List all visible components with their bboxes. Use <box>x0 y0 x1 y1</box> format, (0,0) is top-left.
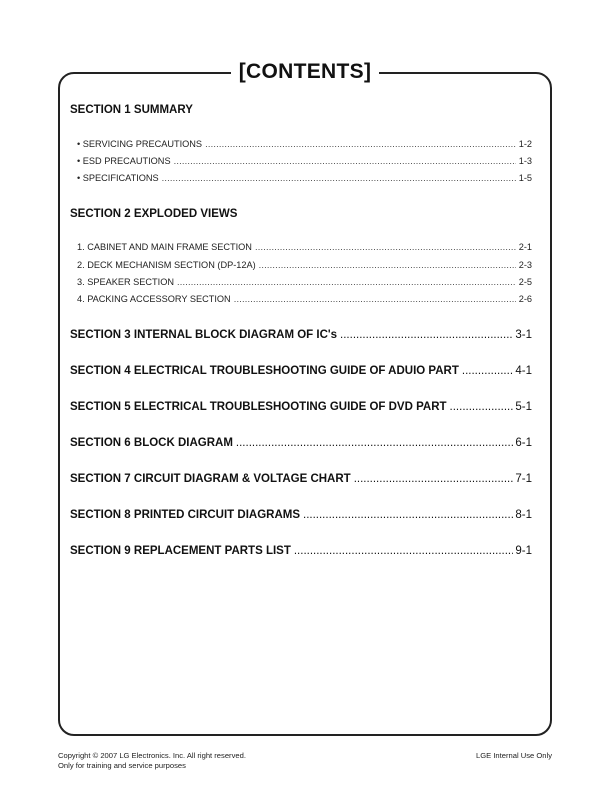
toc-section-6[interactable] <box>70 437 532 449</box>
toc-section-label: SECTION 6 BLOCK DIAGRAM <box>70 437 233 449</box>
toc-item[interactable] <box>77 294 532 304</box>
leader-dots <box>340 329 513 341</box>
toc-item[interactable] <box>77 156 532 166</box>
leader-dots <box>177 277 516 287</box>
toc-section-9[interactable] <box>70 545 532 557</box>
toc-item-label: 1. CABINET AND MAIN FRAME SECTION <box>77 242 252 252</box>
toc-section-page: 8-1 <box>515 509 532 521</box>
leader-dots <box>259 260 516 270</box>
leader-dots <box>450 401 514 413</box>
purpose-text: Only for training and service purposes <box>58 761 186 770</box>
toc-item-page: 1-2 <box>518 139 532 149</box>
footer-right <box>476 751 552 761</box>
toc-section-label: SECTION 3 INTERNAL BLOCK DIAGRAM OF IC's <box>70 329 338 341</box>
toc-section-page: 5-1 <box>515 401 532 413</box>
toc-item[interactable] <box>77 139 532 149</box>
toc-item-page: 2-3 <box>518 260 532 270</box>
toc-item[interactable] <box>77 173 532 183</box>
toc-section-label: SECTION 7 CIRCUIT DIAGRAM & VOLTAGE CHART <box>70 473 351 485</box>
section2-heading: SECTION 2 EXPLODED VIEWS <box>70 208 238 220</box>
toc-item-label: 3. SPEAKER SECTION <box>77 277 175 287</box>
toc-section-5[interactable] <box>70 401 532 413</box>
leader-dots <box>174 156 516 166</box>
leader-dots <box>236 437 513 449</box>
page-title: [CONTENTS] <box>231 58 380 86</box>
leader-dots <box>303 509 513 521</box>
toc-section-page: 9-1 <box>515 545 532 557</box>
toc-section-page: 6-1 <box>515 437 532 449</box>
toc-section-4[interactable] <box>70 365 532 377</box>
toc-item[interactable] <box>77 277 532 287</box>
leader-dots <box>255 242 516 252</box>
leader-dots <box>205 139 516 149</box>
toc-item-page: 2-5 <box>518 277 532 287</box>
toc-section-8[interactable] <box>70 509 532 521</box>
toc-item-page: 1-3 <box>518 156 532 166</box>
section1-heading: SECTION 1 SUMMARY <box>70 104 193 116</box>
footer-left <box>58 751 246 771</box>
toc-section-page: 7-1 <box>515 473 532 485</box>
leader-dots <box>162 173 516 183</box>
toc-item-label: • SERVICING PRECAUTIONS <box>77 139 203 149</box>
toc-item-label: • SPECIFICATIONS <box>77 173 159 183</box>
toc-item[interactable] <box>77 242 532 252</box>
leader-dots <box>462 365 513 377</box>
toc-item-page: 1-5 <box>518 173 532 183</box>
toc-section-label: SECTION 4 ELECTRICAL TROUBLESHOOTING GUIDE OF ADUIO PART <box>70 365 459 377</box>
internal-use-text: LGE Internal Use Only <box>476 751 552 760</box>
toc-item-page: 2-6 <box>518 294 532 304</box>
toc-item-label: 2. DECK MECHANISM SECTION (DP-12A) <box>77 260 256 270</box>
toc-item-label: • ESD PRECAUTIONS <box>77 156 171 166</box>
leader-dots <box>234 294 516 304</box>
toc-item-label: 4. PACKING ACCESSORY SECTION <box>77 294 231 304</box>
leader-dots <box>354 473 514 485</box>
toc-item[interactable] <box>77 260 532 270</box>
title-wrap <box>0 58 610 86</box>
toc-section-7[interactable] <box>70 473 532 485</box>
leader-dots <box>294 545 514 557</box>
toc-item-page: 2-1 <box>518 242 532 252</box>
toc-section-page: 4-1 <box>515 365 532 377</box>
toc-section-3[interactable] <box>70 329 532 341</box>
toc-section-label: SECTION 8 PRINTED CIRCUIT DIAGRAMS <box>70 509 301 521</box>
toc-section-page: 3-1 <box>515 329 532 341</box>
toc-section-label: SECTION 9 REPLACEMENT PARTS LIST <box>70 545 291 557</box>
toc-section-label: SECTION 5 ELECTRICAL TROUBLESHOOTING GUIDE OF DVD PART <box>70 401 447 413</box>
copyright-text: Copyright © 2007 LG Electronics. Inc. All right reserved. <box>58 751 246 760</box>
